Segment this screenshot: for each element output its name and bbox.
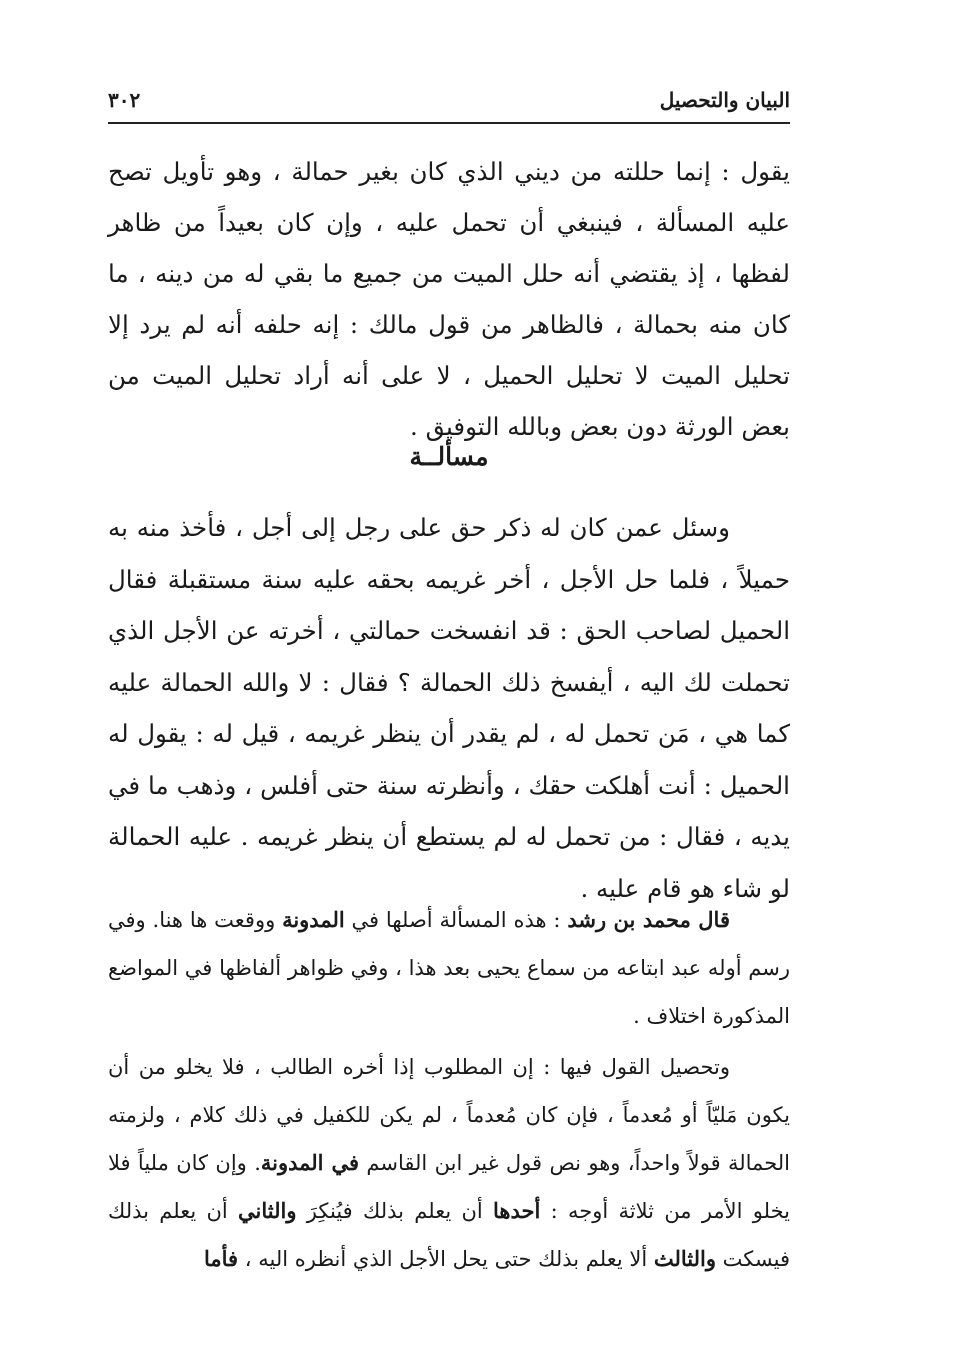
paragraph-1 (108, 146, 790, 452)
term-second: والثاني (238, 1198, 297, 1223)
page-header (108, 86, 790, 124)
commentary-text-5: أن يعلم بذلك فيُنكِرَ (296, 1199, 494, 1223)
section-heading: مسألــة (409, 442, 489, 471)
term-first: أحدها (493, 1198, 541, 1223)
source-reference: في المدونة (260, 1150, 360, 1175)
paragraph-2-text: وسئل عمن كان له ذكر حق على رجل إلى أجل ، فأخذ منه به حميلاً ، فلما حل الأجل ، أخر غريمه بحقه عليه سنة مستقبلة فقال الحميل لصاحب الحق : قد انفسخت حمالتي ، أخرته عن الأجل الذي تحملت لك اليه ، أيفسخ ذلك الحمالة ؟ فقال : لا والله الحمالة عليه كما هي ، مَن تحمل له ، لم يقدر أن ينظر غريمه ، قيل له : يقول له الحميل : أنت أهلكت حقك ، وأنظرته سنة حتى أفلس ، وذهب ما في يديه ، فقال : من تحمل له لم يستطع أن ينظر غريمه . عليه الحمالة لو شاء هو قام عليه . (108, 513, 790, 903)
term-third: والثالث (653, 1246, 716, 1271)
term-final: فأما (204, 1246, 239, 1271)
commentary-text-4: . وإن كان ملياً فلا يخلو الأمر من ثلاثة أوجه : (108, 1151, 790, 1223)
commentary-text-1: : هذه المسألة أصلها في (344, 908, 568, 932)
commentary-text-7: ألا يعلم بذلك حتى يحل الأجل الذي أنظره اليه ، (238, 1247, 654, 1271)
commentary-paragraph-2 (108, 1043, 790, 1283)
paragraph-1-text: يقول : إنما حللته من ديني الذي كان بغير حمالة ، وهو تأويل تصح عليه المسألة ، فينبغي أن تحمل عليه ، وإن كان بعيداً من ظاهر لفظها ، إذ يقتضي أنه حلل الميت من جميع ما بقي له من دينه ، ما كان منه بحمالة ، فالظاهر من قول مالك : إنه حلفه أنه لم يرد إلا تحليل الميت لا تحليل الحميل ، لا على أنه أراد تحليل الميت من بعض الورثة دون بعض وبالله التوفيق . (108, 157, 790, 441)
commentary-text-2: ووقعت ها هنا. وفي رسم أوله عبد ابتاعه من سماع يحيى بعد هذا ، وفي ظواهر ألفاظها في المواضع المذكورة اختلاف . (108, 908, 790, 1028)
commentary-text-3: وتحصيل القول فيها : إن المطلوب إذا أخره الطالب ، فلا يخلو من أن يكون مَليّاً أو مُعدماً ، فإن كان مُعدماً ، لم يكن للكفيل في ذلك كلام ، ولزمته الحمالة قولاً واحداً، وهو نص قول غير ابن القاسم (108, 1055, 790, 1175)
commentator-name: قال محمد بن رشد (567, 907, 730, 932)
page-number: ٣٠٢ (108, 88, 141, 112)
commentary-paragraph-1 (108, 896, 790, 1040)
running-title: البيان والتحصيل (659, 88, 790, 112)
source-name: المدونة (282, 907, 345, 932)
paragraph-2 (108, 502, 790, 914)
commentary-text-6: أن يعلم بذلك فيسكت (108, 1199, 790, 1271)
